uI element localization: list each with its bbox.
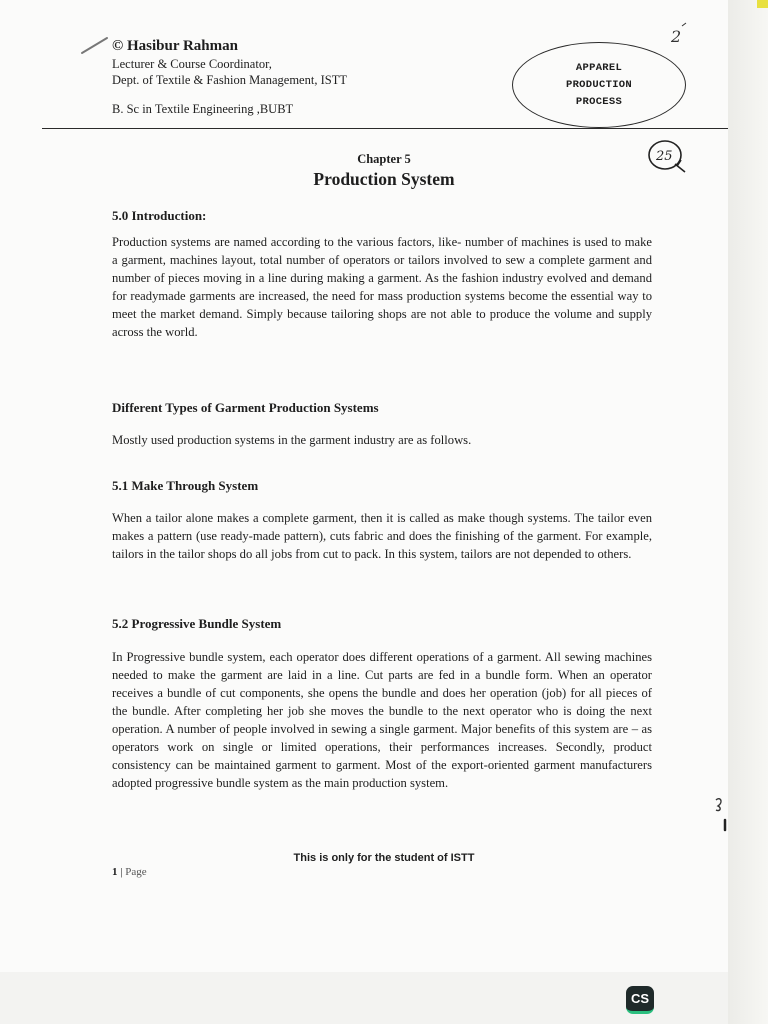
section-paragraph: When a tailor alone makes a complete garment, then it is called as make though systems. The tailor even makes a pattern (use ready-made pattern), cuts fabric and does the finishing of the garment. For example, tailors in the tailor shops do all jobs from cut to pack. In this system, tailors are not depended to others. [112,511,652,561]
section-heading: 5.0 Introduction: [112,208,207,223]
camscanner-logo: CS [626,986,654,1014]
margin-scribble-icon [712,794,730,834]
handwritten-mark-text: 2 [671,27,682,46]
section-paragraph: In Progressive bundle system, each operator does different operations of a garment. All sewing machines needed to make the garment are laid in a line. Cut parts are fed in a bundle form. When an operator receives a bundle of cut components, she opens the bundle and does her operation (job) for all pieces of the bundle. After completing her job she moves the bundle to the next operator who is doing the next operation. A number of people involved in sewing a single garment. Major benefits of this system are – as operators work on single or limited operations, their performances increases. Secondly, product consistency can be maintained garment to garment. Most of the export-oriented garment manufacturers adopted progressive bundle system as the main production system. [112,650,652,790]
section-heading: 5.2 Progressive Bundle System [112,616,282,631]
handwritten-mark [668,22,690,48]
author-department: Dept. of Textile & Fashion Management, ISTT [112,73,347,87]
program-name: B. Sc in Textile Engineering ,BUBT [112,102,294,116]
section-paragraph: Mostly used production systems in the garment industry are as follows. [112,433,472,447]
section-paragraph: Production systems are named according to the various factors, like- number of machines is used to make a garment, machines layout, total number of operators or tailors involved to sew a complete garment and number of pieces moving in a line during making a garment. As the fashion industry evolved and demand for readymade garments are increased, the need for mass production systems become the essential way to meet the market demand. Simply because tailoring shops are not able to produce the volume and supply across the world. [112,235,652,339]
footer-note: This is only for the student of ISTT [293,852,475,864]
header-divider [42,128,728,129]
course-stamp [512,42,686,128]
stamp-line: APPAREL [575,61,623,74]
document-header [112,38,347,117]
pen-stroke-icon [80,34,110,56]
stamp-line: PROCESS [575,95,623,108]
page-number-label: Page [125,866,147,878]
section-heading: 5.1 Make Through System [112,478,259,493]
section-heading: Different Types of Garment Production Systems [112,400,379,415]
circled-number-text: 25 [656,149,673,164]
chapter-title: Production System [313,169,455,189]
author-role: Lecturer & Course Coordinator, [112,57,272,71]
corner-highlight [757,0,768,8]
page-number-value: 1 [112,866,118,878]
stamp-line: PRODUCTION [565,78,632,91]
page-number: 1 | Page [112,866,147,878]
author-name: © Hasibur Rahman [112,38,238,54]
chapter-label: Chapter 5 [357,152,411,166]
